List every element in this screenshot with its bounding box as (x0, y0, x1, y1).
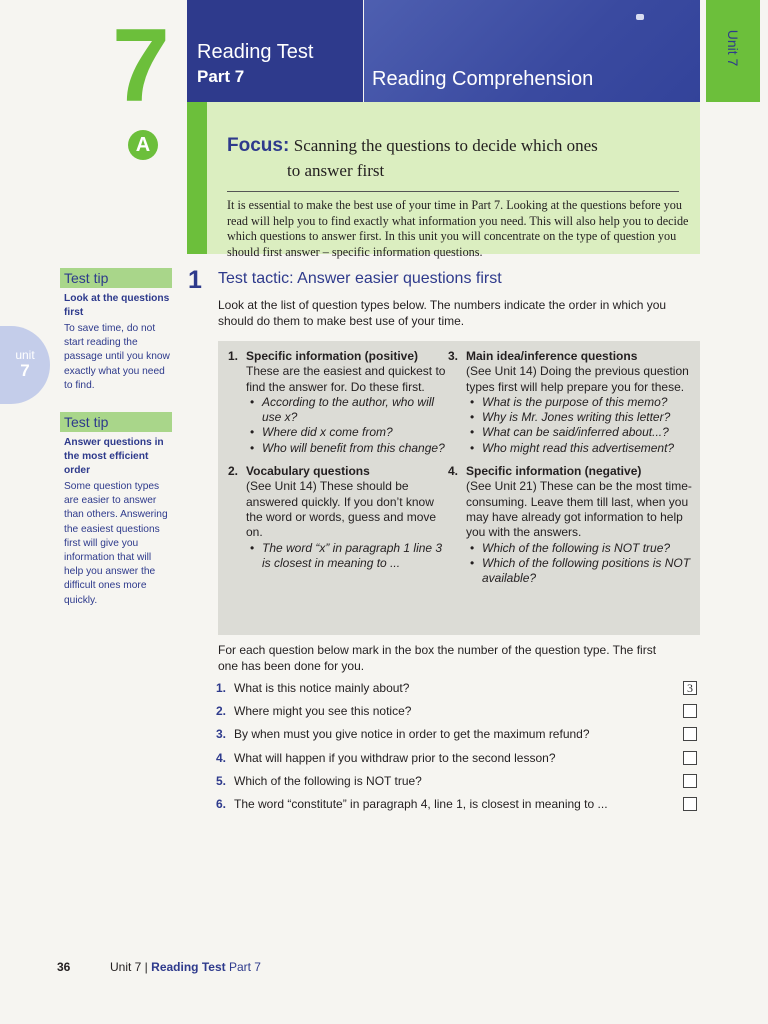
page-number: 36 (57, 960, 71, 974)
question-type-title: Vocabulary questions (246, 464, 370, 479)
question-type (448, 464, 694, 586)
question-type-examples (448, 395, 694, 456)
question-type (448, 349, 694, 456)
footer-reading-test: Reading Test (151, 960, 226, 974)
answer-box[interactable]: 3 (683, 681, 697, 695)
question-text: By when must you give notice in order to get the maximum refund? (234, 727, 590, 742)
exercise-question (216, 796, 700, 819)
question-types-column-right (448, 349, 694, 594)
question-type-examples (228, 541, 450, 572)
question-number: 3. (216, 727, 227, 742)
question-type-number: 3. (448, 349, 459, 363)
question-type-description: (See Unit 14) These should be answered quickly. If you don’t know the word or words, guess and move on. (246, 479, 437, 540)
question-number: 1. (216, 681, 227, 695)
answer-box[interactable] (683, 797, 697, 811)
exercise-question (216, 773, 700, 796)
unit-number: 7 (112, 8, 168, 124)
footer-running-title (110, 960, 261, 974)
exercise-instructions: For each question below mark in the box the number of the question type. The first one has been done for you. (218, 643, 657, 673)
question-types-box (218, 341, 700, 635)
example-question: • According to the author, who will use x? (250, 395, 450, 426)
unit-margin-tab (0, 326, 50, 404)
focus-body: It is essential to make the best use of your time in Part 7. Looking at the questions before you read will help you to find exactly what information you need. This will also help you to decide which questions to answer first. In this unit you will concentrate on the type of question you should first answer – specific information questions. (227, 198, 689, 259)
focus-title-line1: Scanning the questions to decide which ones (293, 136, 598, 155)
question-type-title: Specific information (positive) (246, 349, 419, 363)
question-number: 6. (216, 796, 227, 811)
question-type (228, 464, 450, 571)
question-type-title: Specific information (negative) (466, 464, 642, 479)
focus-box (207, 102, 700, 259)
section-number: 1 (188, 266, 202, 294)
question-text: What is this notice mainly about? (234, 681, 410, 695)
question-type-number: 2. (228, 464, 239, 479)
question-type-examples (228, 395, 450, 456)
section-badge: A (128, 130, 158, 160)
example-question: • Where did x come from? (250, 425, 450, 440)
unit-side-tab-label: Unit 7 (725, 29, 741, 67)
example-question: • Why is Mr. Jones writing this letter? (470, 410, 694, 425)
example-question: • Which of the following positions is NOT available? (470, 556, 694, 587)
example-question: • What is the purpose of this memo? (470, 395, 694, 410)
question-number: 5. (216, 773, 227, 788)
question-type (228, 349, 450, 456)
test-tip-2 (60, 412, 172, 608)
question-type-description: These are the easiest and quickest to find the answer for. Do these first. (246, 364, 446, 394)
answer-box[interactable] (683, 774, 697, 788)
header-test-title-block (187, 0, 363, 102)
test-tip-subtitle: Answer questions in the most efficient order (64, 437, 164, 476)
example-question: • Which of the following is NOT true? (470, 541, 694, 556)
test-tip-body: Some question types are easier to answer than others. Answering the easiest questions first will give you information that will help you answer the difficult ones more quickly. (64, 481, 168, 606)
focus-divider (227, 191, 679, 192)
test-tip-title: Test tip (60, 412, 172, 432)
answer-box[interactable] (683, 704, 697, 718)
unit-margin-label: unit (15, 348, 35, 362)
example-question: • Who might read this advertisement? (470, 441, 694, 456)
question-number: 2. (216, 704, 227, 719)
answer-box[interactable] (683, 727, 697, 741)
focus-title (227, 134, 700, 183)
question-text: Where might you see this notice? (234, 704, 412, 719)
exercise-question (216, 726, 700, 749)
test-part: Part 7 (197, 67, 245, 86)
question-number: 4. (216, 750, 227, 765)
answer-box[interactable] (683, 751, 697, 765)
exercise-question-list (216, 680, 700, 819)
header-topic-block (364, 0, 700, 102)
exercise-question (216, 703, 700, 726)
test-tip-body: To save time, do not start reading the passage until you know exactly what you need to find. (64, 323, 170, 391)
exercise-question (216, 680, 700, 703)
exercise-question (216, 750, 700, 773)
question-text: Which of the following is NOT true? (234, 773, 422, 788)
focus-label: Focus: (227, 135, 290, 156)
test-tip-1 (60, 268, 172, 393)
question-type-title: Main idea/inference questions (466, 349, 638, 363)
topic-title: Reading Comprehension (372, 68, 594, 90)
section-intro: Look at the list of question types below. The numbers indicate the order in which you should do them to make best use of your time. (218, 298, 667, 328)
example-question: • The word “x” in paragraph 1 line 3 is closest in meaning to ... (250, 541, 450, 572)
decorative-mark (636, 14, 644, 20)
example-question: • Who will benefit from this change? (250, 441, 450, 456)
example-question: • What can be said/inferred about...? (470, 425, 694, 440)
question-type-description: (See Unit 14) Doing the previous question types first will help prepare you for these. (466, 364, 689, 394)
question-type-number: 4. (448, 464, 459, 479)
question-types-column-left (228, 349, 450, 579)
unit-margin-number: 7 (20, 361, 30, 380)
section-title: Test tactic: Answer easier questions first (218, 270, 502, 287)
question-text: The word “constitute” in paragraph 4, line 1, is closest in meaning to ... (234, 796, 608, 811)
test-tip-subtitle: Look at the questions first (64, 293, 170, 318)
question-type-number: 1. (228, 349, 239, 363)
question-type-description: (See Unit 21) These can be the most time-consuming. Leave them till last, when you may have already got information to help you with the answers. (466, 479, 692, 540)
question-text: What will happen if you withdraw prior to the second lesson? (234, 750, 556, 765)
question-type-examples (448, 541, 694, 587)
focus-accent-bar (187, 102, 207, 254)
test-tip-title: Test tip (60, 268, 172, 288)
focus-title-line2: to answer first (287, 161, 385, 180)
footer-unit: Unit 7 | (110, 960, 148, 974)
test-title: Reading Test (197, 41, 314, 63)
footer-part: Part 7 (228, 960, 261, 974)
